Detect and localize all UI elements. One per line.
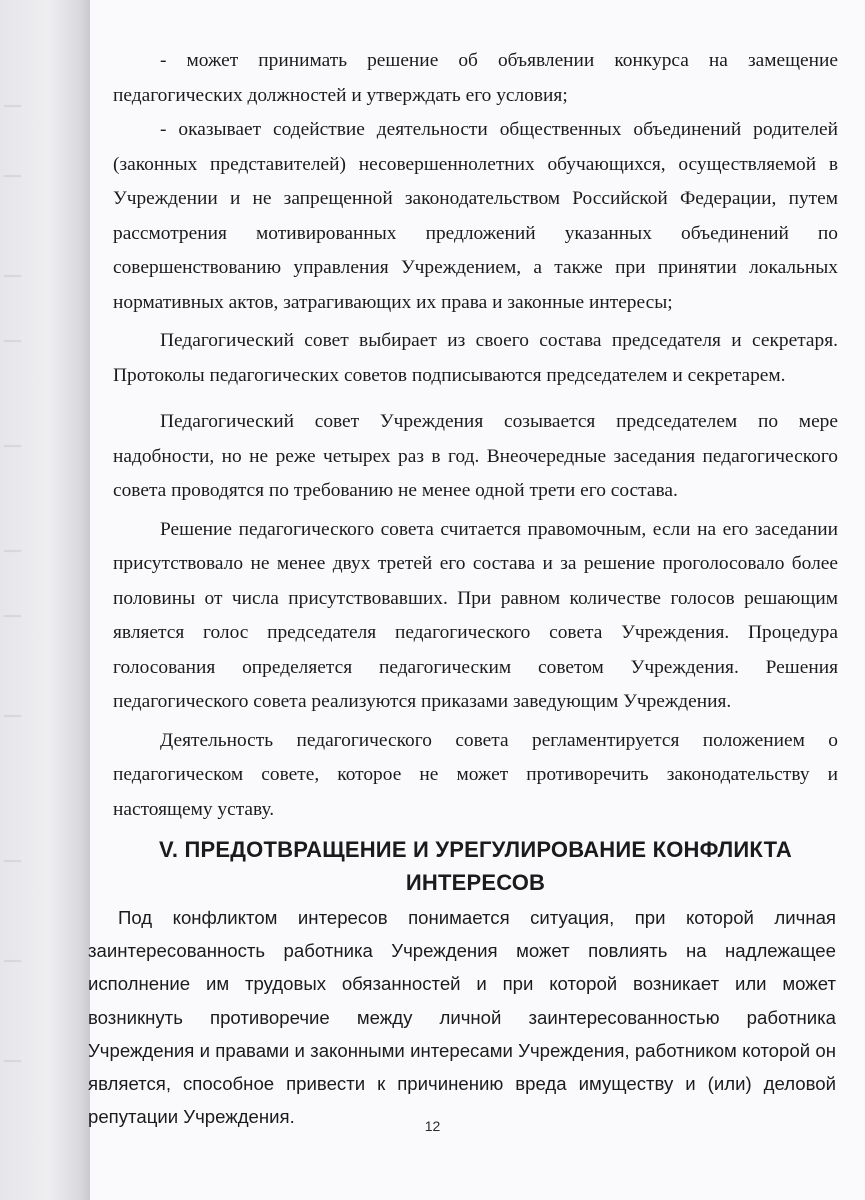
paragraph-quorum: Решение педагогического совета считается правомочным, если на его заседании присутствовало не менее двух третей его состава и за решение проголосовало более половины от числа присутствовавших. При равном количестве голосов решающим является голос председателя педагогического совета Учреждения. Процедура голосования определяется педагогическим советом Учреждения. Решения педагогического совета реализуются приказами заведующим Учреждения. [113,518,838,712]
section-heading-line-1: V. ПРЕДОТВРАЩЕНИЕ И УРЕГУЛИРОВАНИЕ КОНФЛИКТА [159,837,792,862]
adjacent-page-edge [0,0,90,1200]
page-content [88,44,838,1133]
bleed-through-fragment: — [4,165,21,184]
bleed-through-fragment: — [4,850,21,869]
section-heading-line-2: ИНТЕРЕСОВ [405,870,546,895]
paragraph-conflict-definition: Под конфликтом интересов понимается ситуация, при которой личная заинтересованность работника Учреждения может повлиять на надлежащее исполнение им трудовых обязанностей и при которой возникает или может возникнуть противоречие между личной заинтересованностью работника Учреждения и правами и законными интересами Учреждения, работником которой он является, способное привести к причинению вреда имуществу и (или) деловой репутации Учреждения. [88,907,836,1128]
bleed-through-fragment: — [4,540,21,559]
bleed-through-fragment: — [4,330,21,349]
bleed-through-fragment: — [4,435,21,454]
bleed-through-fragment: — [4,95,21,114]
bleed-through-fragment: — [4,950,21,969]
bleed-through-fragment: — [4,265,21,284]
list-item-contest-decision: - может принимать решение об объявлении конкурса на замещение педагогических должностей и утверждать его условия; [113,50,838,106]
bleed-through-fragment: — [4,1050,21,1069]
list-item-parent-associations: - оказывает содействие деятельности общественных объединений родителей (законных представителей) несовершеннолетних обучающихся, осуществляемой в Учреждении и не запрещенной законодательством Российской Федерации, путем рассмотрения мотивированных предложений указанных объединений по совершенствованию управления Учреждением, а также при принятии локальных нормативных актов, затрагивающих их права и законные интересы; [113,119,838,313]
paragraph-regulation: Деятельность педагогического совета регламентируется положением о педагогическом совете, которое не может противоречить законодательству и настоящему уставу. [113,729,838,820]
bleed-through-fragment: — [4,605,21,624]
section-heading [113,833,838,899]
paragraph-convening: Педагогический совет Учреждения созывается председателем по мере надобности, но не реже четырех раз в год. Внеочередные заседания педагогического совета проводятся по требованию не менее одной трети его состава. [113,411,838,501]
paragraph-chair-secretary: Педагогический совет выбирает из своего состава председателя и секретаря. Протоколы педагогических советов подписываются председателем и секретарем. [113,330,838,386]
bleed-through-fragment: — [4,705,21,724]
page-number: 12 [424,1118,441,1134]
